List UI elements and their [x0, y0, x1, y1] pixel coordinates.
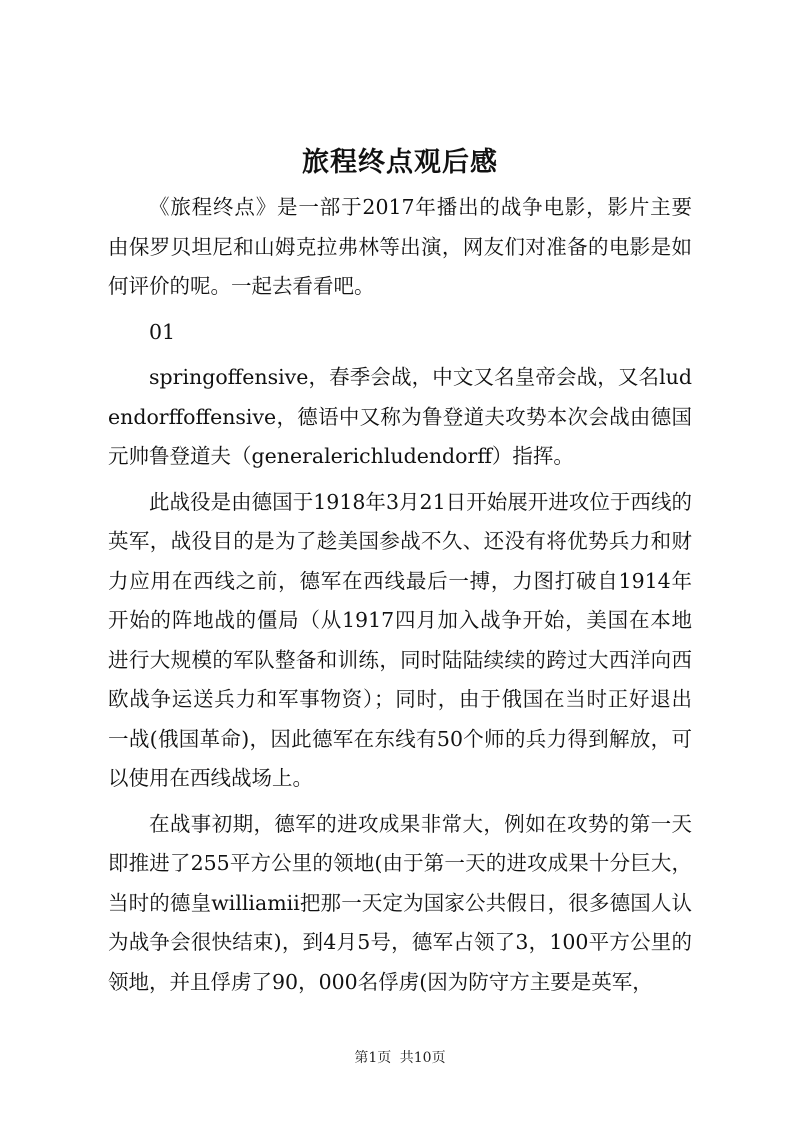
- page-title: 旅程终点观后感: [302, 147, 498, 178]
- paragraph-campaign-background: 此战役是由德国于1918年3月21日开始展开进攻位于西线的英军，战役目的是为了趁美国参战不久、还没有将优势兵力和财力应用在西线之前，德军在西线最后一搏，力图打破自1914年开始的阵地战的僵局（从1917四月加入战争开始，美国在本地进行大规模的军队整备和训练，同时陆陆续续的跨过大西洋向西欧战争运送兵力和军事物资）；同时，由于俄国在当时正好退出一战(俄国革命)，因此德军在东线有50个师的兵力得到解放，可以使用在西线战场上。: [108, 489, 692, 790]
- document-body: [108, 188, 692, 1008]
- paragraph-intro: 《旅程终点》是一部于2017年播出的战争电影，影片主要由保罗贝坦尼和山姆克拉弗林等出演，网友们对准备的电影是如何评价的呢。一起去看看吧。: [108, 195, 692, 298]
- paragraph-offensive-name: springoffensive，春季会战，中文又名皇帝会战，又名ludendorffoffensive，德语中又称为鲁登道夫攻势本次会战由德国元帅鲁登道夫（generalerichludendorff）指挥。: [108, 365, 692, 468]
- section-number: 01: [149, 319, 176, 344]
- page-footer: [0, 1047, 800, 1067]
- page-number: 第1页: [354, 1050, 392, 1066]
- total-pages: 共10页: [399, 1050, 446, 1066]
- paragraph-early-results: 在战事初期，德军的进攻成果非常大，例如在攻势的第一天即推进了255平方公里的领地(由于第一天的进攻成果十分巨大，当时的德皇williamii把那一天定为国家公共假日，很多德国人认为战争会很快结束)，到4月5号，德军占领了3，100平方公里的领地，并且俘虏了90，000名俘虏(因为防守方主要是英军，: [108, 811, 692, 994]
